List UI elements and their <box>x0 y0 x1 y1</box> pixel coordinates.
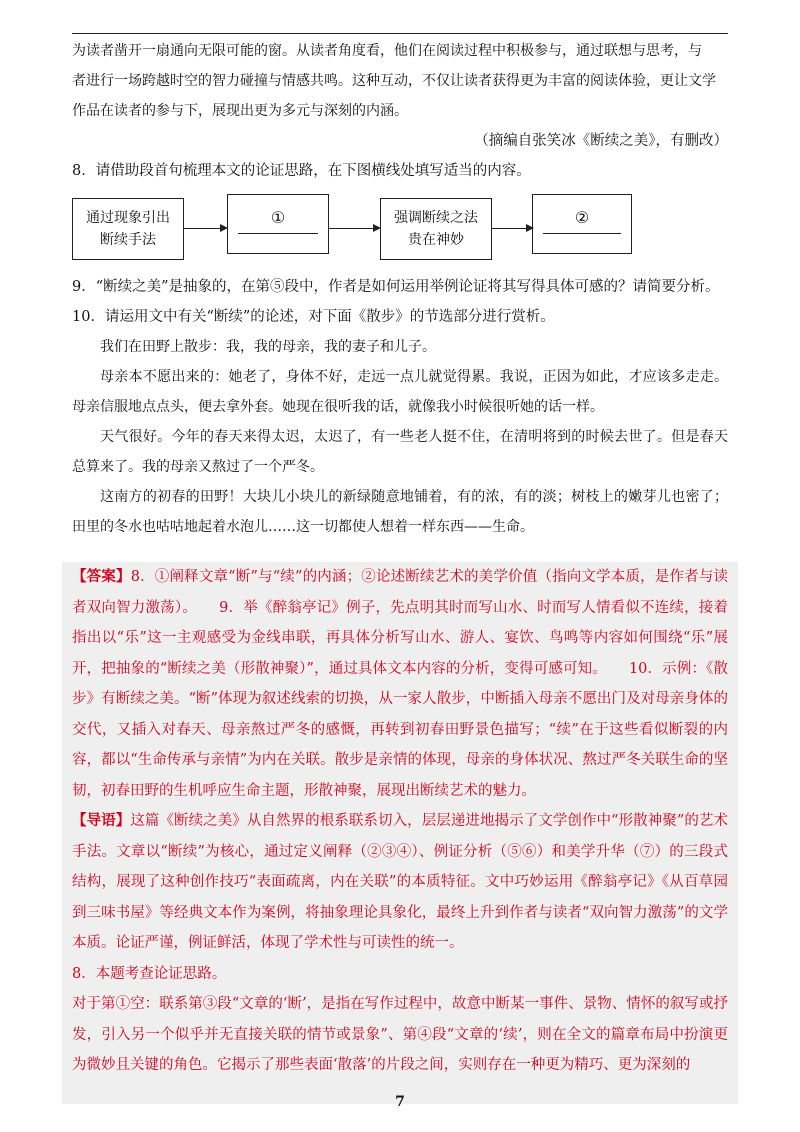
passage-line: 者进行一场跨越时空的智力碰撞与情感共鸣。这种互动，不仅让读者获得更为丰富的阅读体验，更让文学 <box>72 73 716 89</box>
question-8: 8．请借助段首句梳理本文的论证思路，在下图横线处填写适当的内容。 <box>72 163 531 179</box>
flow-blank-2 <box>532 194 632 254</box>
page-number: 7 <box>395 1094 405 1110</box>
answer-text: 8．①阐释文章“断”与“续”的内涵；②论述断续艺术的美学价值（指向文学本质，是作者与读者双向智力激荡）。 9．举《醉翁亭记》例子，先点明其时而写山水、时而写人情看似不连续，接着指出以“乐”这一主观感受为金线串联，再具体分析写山水、游人、宴饮、鸟鸣等内容如何围绕“乐”展开，把抽象的“断续之美（形散神聚）”，通过具体文本内容的分析，变得可感可知。 10．示例：《散步》有断续之美。“断”体现为叙述线索的切换，从一家人散步，中断插入母亲不愿出门及对母亲身体的交代，又插入对春天、母亲熬过严冬的感慨，再转到初春田野景色描写；“续”在于这些看似断裂的内容，都以“生命传承与亲情”为内在关联。散步是亲情的体现，母亲的身体状况、熬过严冬关联生命的坚韧，初春田野的生机呼应生命主题，形散神聚，展现出断续艺术的魅力。 <box>72 569 729 799</box>
guide-label: 【导语】 <box>72 812 131 829</box>
question-10: 10．请运用文中有关“断续”的论述，对下面《散步》的节选部分进行赏析。 <box>72 309 555 325</box>
excerpt-paragraph: 我们在田野上散步：我，我的母亲，我的妻子和儿子。 <box>100 339 436 355</box>
flow-box-1-line2: 断续手法 <box>100 232 156 248</box>
blank-2-line <box>543 233 621 234</box>
flow-arrow <box>492 228 532 229</box>
answer-label: 【答案】 <box>72 568 131 585</box>
flow-arrow <box>329 228 379 229</box>
guide-block <box>72 806 728 959</box>
passage-line: 为读者凿开一扇通向无限可能的窗。从读者角度看，他们在阅读过程中积极参与，通过联想与思考，与 <box>72 43 702 59</box>
flow-box-3 <box>380 198 492 260</box>
blank-1-line <box>238 233 318 234</box>
flow-box-3-line2: 贵在神妙 <box>408 232 464 248</box>
flow-box-1-line1: 通过现象引出 <box>86 210 170 226</box>
passage-line: 作品在读者的参与下，展现出更为多元与深刻的内涵。 <box>72 103 408 119</box>
guide-text: 这篇《断续之美》从自然界的根系联系切入，层层递进地揭示了文学创作中“形散神聚”的艺术手法。文章以“断续”为核心，通过定义阐释（②③④）、例证分析（⑤⑥）和美学升华（⑦）的三段式结构，展现了这种创作技巧“表面疏离，内在关联”的本质特征。文中巧妙运用《醉翁亭记》《从百草园到三味书屋》等经典文本作为案例，将抽象理论具象化，最终上升到作者与读者“双向智力激荡”的文学本质。论证严谨，例证鲜活，体现了学术性与可读性的统一。 <box>72 813 729 951</box>
argument-flow-diagram <box>72 190 728 268</box>
excerpt-paragraph: 母亲本不愿出来的：她老了，身体不好，走远一点儿就觉得累。我说，正因为如此，才应该多走走。母亲信服地点点头，便去拿外套。她现在很听我的话，就像我小时候很听她的话一样。 <box>72 369 728 415</box>
blank-2-number: ② <box>574 208 590 227</box>
blank-1-number: ① <box>270 208 286 227</box>
answer-block <box>72 562 728 806</box>
excerpt-paragraph: 天气很好。今年的春天来得太迟，太迟了，有一些老人挺不住，在清明将到的时候去世了。但是春天总算来了。我的母亲又熬过了一个严冬。 <box>72 429 728 475</box>
flow-box-3-line1: 强调断续之法 <box>394 210 478 226</box>
question-section <box>72 36 728 542</box>
analysis-text: 对于第①空：联系第③段“文章的‘断’，是指在写作过程中，故意中断某一事件、景物、情怀的叙写或抒发，引入另一个似乎并无直接关联的情节或景象”、第④段“文章的‘续’，则在全文的篇章布局中扮演更为微妙且关键的角色。它揭示了那些表面‘散落’的片段之间，实则存在一种更为精巧、更为深刻的 <box>72 996 728 1073</box>
flow-box-1 <box>72 198 184 260</box>
analysis-head: 8．本题考查论证思路。 <box>72 965 227 982</box>
flow-blank-1 <box>227 194 329 254</box>
top-rule <box>72 33 728 34</box>
excerpt-paragraph: 这南方的初春的田野！大块儿小块儿的新绿随意地铺着，有的浓，有的淡；树枝上的嫩芽儿也密了；田里的冬水也咕咕地起着水泡儿……这一切都使人想着一样东西——生命。 <box>72 489 728 535</box>
flow-arrow <box>184 228 226 229</box>
answer-section <box>62 562 738 1104</box>
question-9: 9．“断续之美”是抽象的，在第⑤段中，作者是如何运用举例论证将其写得具体可感的？请简要分析。 <box>72 279 720 295</box>
passage-source: （摘编自张笑冰《断续之美》，有删改） <box>474 133 728 149</box>
